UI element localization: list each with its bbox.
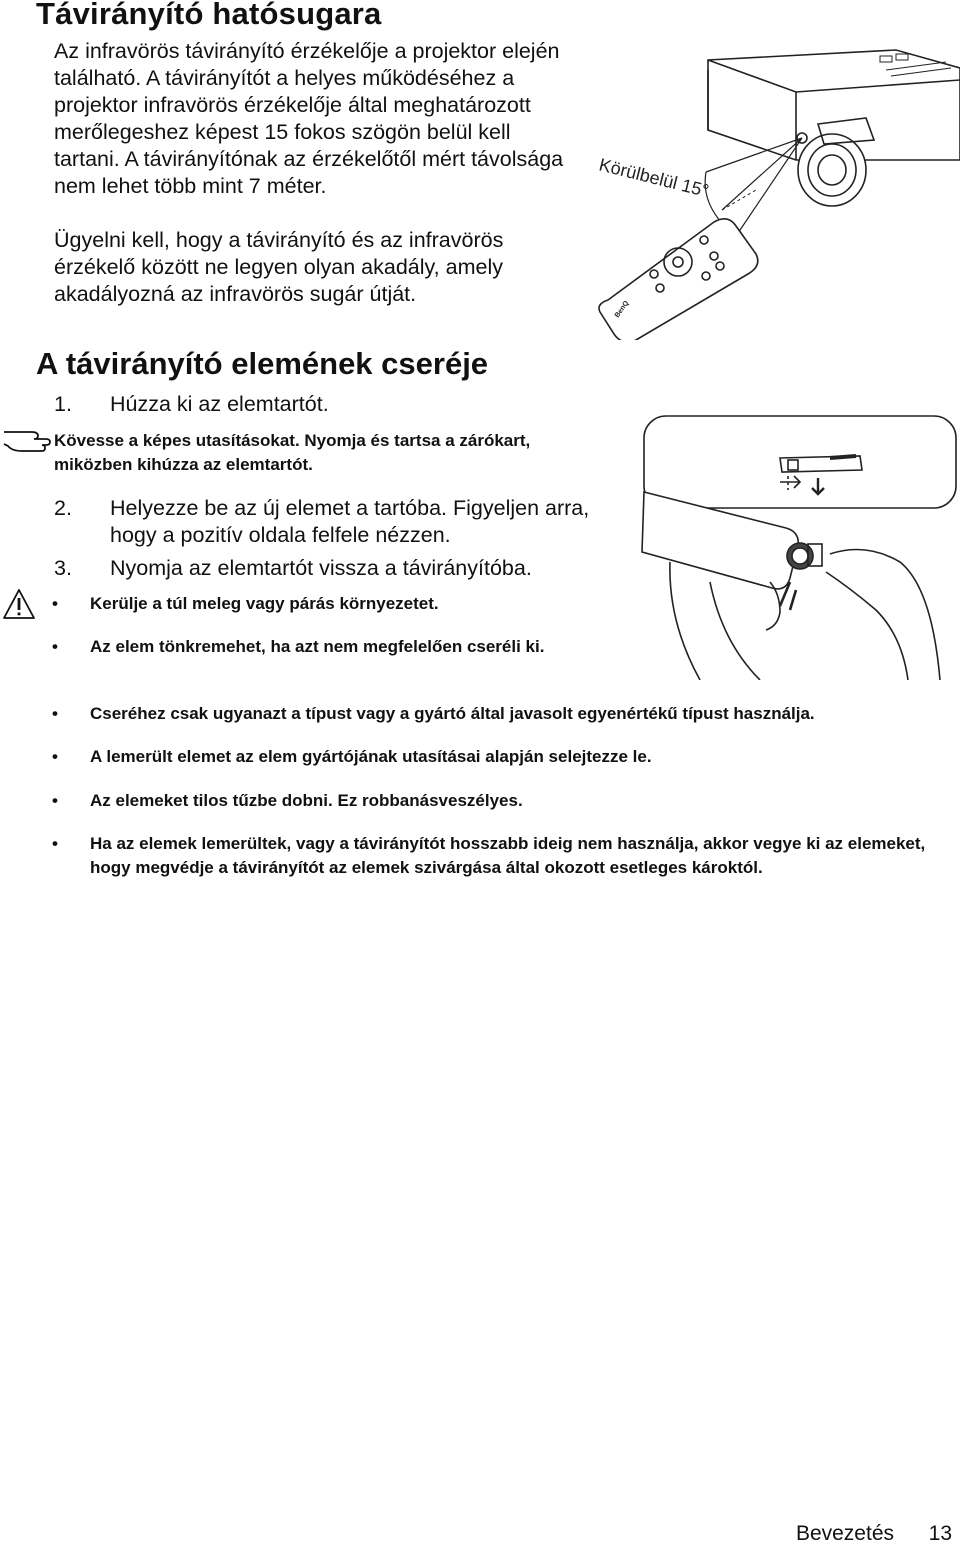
page-title: Távirányító hatósugara bbox=[36, 0, 382, 31]
page-number: 13 bbox=[928, 1522, 952, 1545]
step-1 bbox=[54, 391, 614, 418]
warning-text: Cseréhez csak ugyanazt a típust vagy a gyártó által javasolt egyenértékű típust használja. bbox=[90, 704, 815, 723]
note-text: Kövesse a képes utasításokat. Nyomja és tartsa a zárókart, miközben kihúzza az elemtartót. bbox=[54, 431, 531, 474]
warning-item-1 bbox=[52, 592, 610, 616]
bullet: • bbox=[52, 791, 58, 810]
step-text: Nyomja az elemtartót vissza a távirányítóba. bbox=[110, 556, 532, 580]
bullet: • bbox=[52, 834, 58, 853]
intro-paragraph-2: Ügyelni kell, hogy a távirányító és az infravörös érzékelő között ne legyen olyan akadály, amely akadályozná az infravörös sugár útját. bbox=[54, 228, 504, 306]
bullet: • bbox=[52, 747, 58, 766]
intro-paragraph-1: Az infravörös távirányító érzékelője a projektor elején található. A távirányítót a helyes működéséhez a projektor infravörös érzékelője által meghatározott merőlegeshez képest 15 fokos szögön belül kell tartani. A távirányítónak az érzékelőtől mért távolsága nem lehet több mint 7 méter. bbox=[54, 39, 564, 198]
battery-tray-figure bbox=[640, 412, 960, 680]
warning-text: Az elem tönkremehet, ha azt nem megfelelően cseréli ki. bbox=[90, 637, 545, 656]
intro-text bbox=[54, 38, 574, 308]
warning-item-2 bbox=[52, 635, 610, 659]
warning-item-3 bbox=[52, 702, 958, 726]
step-number: 1. bbox=[54, 392, 72, 416]
step-text: Húzza ki az elemtartót. bbox=[110, 392, 329, 416]
footer-section: Bevezetés bbox=[795, 1522, 894, 1545]
warning-item-6 bbox=[52, 832, 956, 880]
step-3 bbox=[54, 555, 614, 582]
pointing-hand-icon bbox=[2, 426, 52, 456]
step-number: 3. bbox=[54, 556, 72, 580]
bullet: • bbox=[52, 704, 58, 723]
warning-icon bbox=[2, 588, 36, 620]
warning-text: Kerülje a túl meleg vagy párás környezetet. bbox=[90, 594, 439, 613]
section-title: A távirányító elemének cseréje bbox=[36, 346, 489, 381]
warning-item-5 bbox=[52, 789, 950, 813]
step-text: Helyezze be az új elemet a tartóba. Figyeljen arra, hogy a pozitív oldala felfele nézzen. bbox=[110, 496, 590, 547]
warning-text: Az elemeket tilos tűzbe dobni. Ez robbanásveszélyes. bbox=[90, 791, 523, 810]
bullet: • bbox=[52, 637, 58, 656]
step-2 bbox=[54, 495, 614, 549]
step-number: 2. bbox=[54, 496, 72, 520]
bullet: • bbox=[52, 594, 58, 613]
warning-item-4 bbox=[52, 745, 950, 769]
remote-brand-logo: BenQ bbox=[613, 299, 631, 320]
warning-text: A lemerült elemet az elem gyártójának utasításai alapján selejtezze le. bbox=[90, 747, 652, 766]
projector-remote-figure bbox=[596, 40, 960, 340]
angle-label: Körülbelül 15° bbox=[597, 154, 711, 202]
warning-text: Ha az elemek lemerültek, vagy a távirányítót hosszabb ideig nem használja, akkor vegye ki az elemeket, hogy megvédje a távirányítót az elemek szivárgása által okozott esetleges károktól. bbox=[90, 834, 926, 877]
